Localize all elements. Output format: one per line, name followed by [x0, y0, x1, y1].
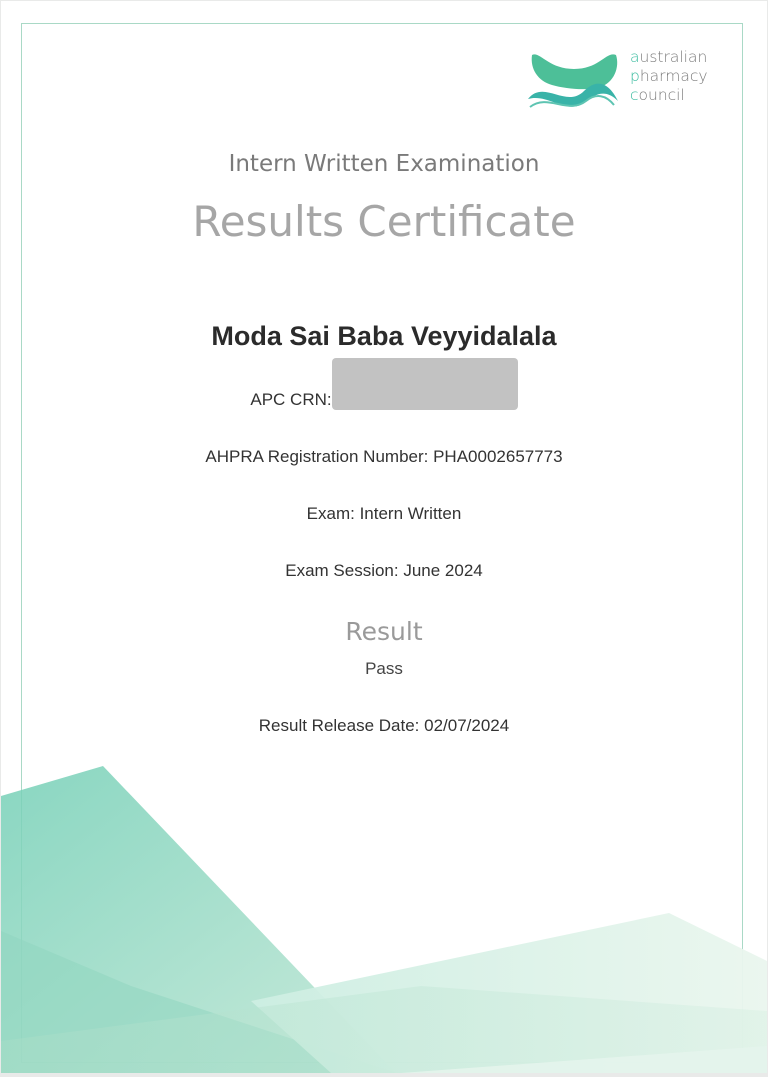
exam-subtitle: Intern Written Examination: [228, 151, 540, 177]
result-heading: Result: [345, 617, 423, 646]
certificate-title: Results Certificate: [192, 197, 576, 246]
exam-session: Exam Session: June 2024: [285, 561, 483, 580]
candidate-name: Moda Sai Baba Veyyidalala: [211, 321, 557, 351]
apc-logo-mark-icon: [526, 49, 622, 111]
apc-logo-wordmark: australian pharmacy council: [630, 48, 708, 104]
result-value: Pass: [365, 659, 403, 678]
apc-crn-row: [1, 390, 767, 410]
certificate-page: [1, 1, 767, 1073]
apc-crn-label: APC CRN:: [250, 390, 332, 409]
apc-logo: [526, 45, 726, 111]
exam-name: Exam: Intern Written: [306, 504, 462, 523]
ahpra-registration: AHPRA Registration Number: PHA0002657773: [205, 447, 563, 466]
result-release-date: Result Release Date: 02/07/2024: [258, 716, 510, 735]
crn-redaction-box: [332, 358, 518, 410]
